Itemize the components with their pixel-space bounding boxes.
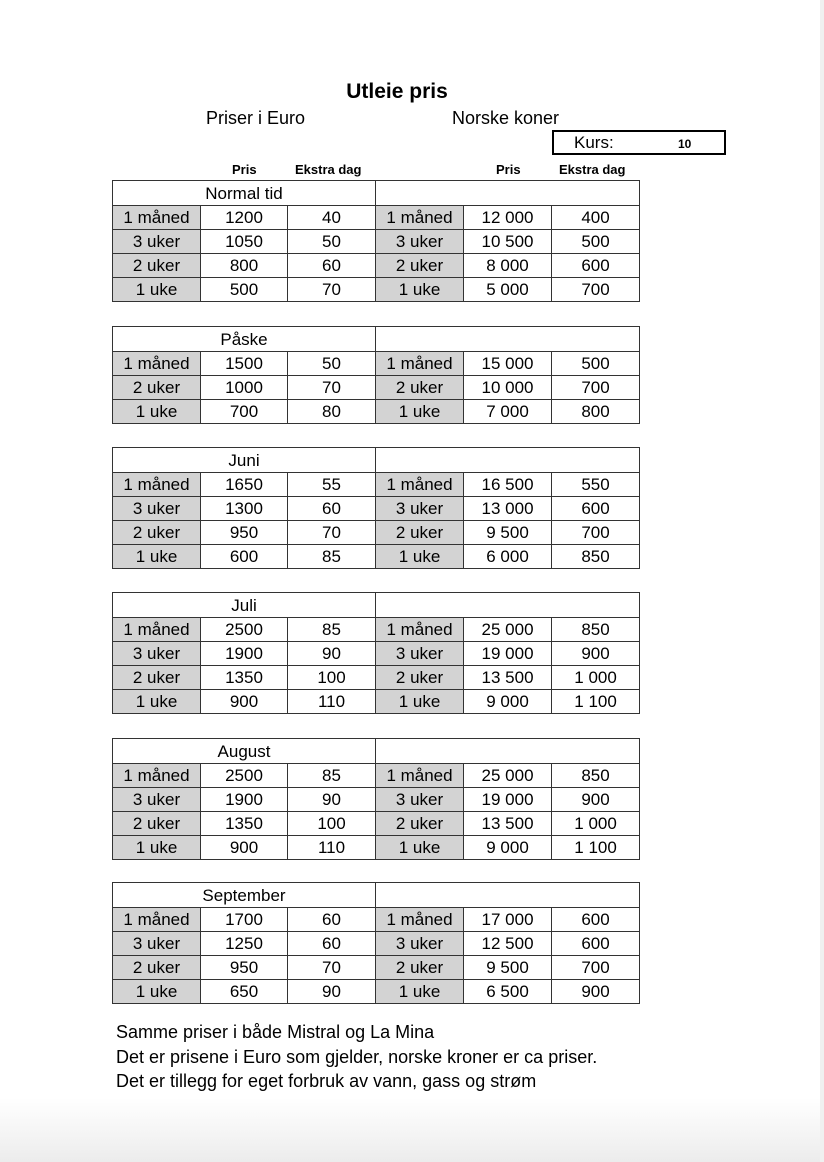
- period-label-euro: 2 uker: [113, 521, 201, 545]
- nok-price: 10 000: [464, 376, 552, 400]
- euro-extra-day: 70: [288, 278, 376, 302]
- price-block: [112, 326, 639, 424]
- season-header-row: [113, 181, 640, 206]
- table-row: [113, 254, 640, 278]
- euro-price: 1500: [201, 352, 288, 376]
- nok-extra-day: 600: [552, 254, 640, 278]
- euro-price: 500: [201, 278, 288, 302]
- season-header-blank: [376, 739, 640, 764]
- period-label-euro: 3 uker: [113, 230, 201, 254]
- period-label-euro: 1 måned: [113, 908, 201, 932]
- period-label-nok: 1 måned: [376, 764, 464, 788]
- euro-extra-day: 110: [288, 836, 376, 860]
- page-title: Utleie pris: [346, 80, 448, 103]
- page-right-edge: [820, 0, 824, 1162]
- notes: [116, 1020, 597, 1094]
- season-header-row: [113, 739, 640, 764]
- period-label-nok: 1 uke: [376, 545, 464, 569]
- price-table: [112, 738, 640, 860]
- euro-extra-day: 40: [288, 206, 376, 230]
- period-label-nok: 2 uker: [376, 521, 464, 545]
- table-row: [113, 690, 640, 714]
- euro-price: 800: [201, 254, 288, 278]
- nok-extra-day: 600: [552, 497, 640, 521]
- nok-price: 8 000: [464, 254, 552, 278]
- table-row: [113, 642, 640, 666]
- nok-price: 12 500: [464, 932, 552, 956]
- season-name: Normal tid: [113, 181, 376, 206]
- nok-price: 6 500: [464, 980, 552, 1004]
- table-row: [113, 278, 640, 302]
- table-row: [113, 473, 640, 497]
- table-row: [113, 352, 640, 376]
- euro-price: 1350: [201, 812, 288, 836]
- period-label-nok: 3 uker: [376, 497, 464, 521]
- price-block: [112, 738, 639, 860]
- season-header-row: [113, 327, 640, 352]
- period-label-euro: 1 måned: [113, 473, 201, 497]
- period-label-nok: 1 uke: [376, 278, 464, 302]
- period-label-euro: 1 uke: [113, 545, 201, 569]
- euro-price: 1650: [201, 473, 288, 497]
- nok-price: 9 500: [464, 956, 552, 980]
- season-header-blank: [376, 593, 640, 618]
- nok-extra-day: 600: [552, 908, 640, 932]
- column-header-euro-extra: Ekstra dag: [295, 162, 362, 177]
- season-header-row: [113, 448, 640, 473]
- nok-price: 25 000: [464, 618, 552, 642]
- period-label-nok: 2 uker: [376, 956, 464, 980]
- euro-price: 700: [201, 400, 288, 424]
- euro-price: 2500: [201, 764, 288, 788]
- nok-extra-day: 850: [552, 618, 640, 642]
- nok-price: 12 000: [464, 206, 552, 230]
- nok-extra-day: 900: [552, 642, 640, 666]
- euro-extra-day: 110: [288, 690, 376, 714]
- euro-extra-day: 60: [288, 254, 376, 278]
- nok-extra-day: 1 100: [552, 836, 640, 860]
- period-label-euro: 2 uker: [113, 254, 201, 278]
- euro-extra-day: 70: [288, 376, 376, 400]
- price-table: [112, 882, 640, 1004]
- euro-price: 1050: [201, 230, 288, 254]
- nok-extra-day: 700: [552, 278, 640, 302]
- table-row: [113, 980, 640, 1004]
- period-label-euro: 3 uker: [113, 497, 201, 521]
- exchange-rate-box: [552, 130, 726, 155]
- season-header-row: [113, 883, 640, 908]
- euro-extra-day: 60: [288, 932, 376, 956]
- nok-price: 13 500: [464, 812, 552, 836]
- period-label-nok: 3 uker: [376, 642, 464, 666]
- subtitle-euro: Priser i Euro: [206, 108, 306, 128]
- period-label-nok: 2 uker: [376, 812, 464, 836]
- euro-extra-day: 90: [288, 788, 376, 812]
- period-label-euro: 1 uke: [113, 836, 201, 860]
- nok-extra-day: 1 000: [552, 666, 640, 690]
- nok-extra-day: 400: [552, 206, 640, 230]
- table-row: [113, 400, 640, 424]
- price-table: [112, 592, 640, 714]
- period-label-nok: 2 uker: [376, 254, 464, 278]
- table-row: [113, 618, 640, 642]
- nok-price: 25 000: [464, 764, 552, 788]
- price-table: [112, 326, 640, 424]
- nok-price: 16 500: [464, 473, 552, 497]
- nok-price: 15 000: [464, 352, 552, 376]
- season-header-row: [113, 593, 640, 618]
- note-line: Det er prisene i Euro som gjelder, norske kroner er ca priser.: [116, 1046, 598, 1067]
- period-label-euro: 1 uke: [113, 400, 201, 424]
- table-row: [113, 932, 640, 956]
- period-label-euro: 3 uker: [113, 932, 201, 956]
- season-header-blank: [376, 327, 640, 352]
- nok-extra-day: 500: [552, 352, 640, 376]
- euro-extra-day: 70: [288, 521, 376, 545]
- euro-price: 1300: [201, 497, 288, 521]
- euro-price: 1900: [201, 788, 288, 812]
- euro-extra-day: 55: [288, 473, 376, 497]
- nok-extra-day: 600: [552, 932, 640, 956]
- note-line: Det er tillegg for eget forbruk av vann, gass og strøm: [116, 1071, 537, 1091]
- euro-extra-day: 80: [288, 400, 376, 424]
- season-header-blank: [376, 448, 640, 473]
- period-label-nok: 3 uker: [376, 932, 464, 956]
- nok-price: 7 000: [464, 400, 552, 424]
- period-label-euro: 3 uker: [113, 788, 201, 812]
- nok-price: 9 500: [464, 521, 552, 545]
- nok-extra-day: 1 000: [552, 812, 640, 836]
- season-name: Påske: [113, 327, 376, 352]
- nok-extra-day: 700: [552, 376, 640, 400]
- table-row: [113, 908, 640, 932]
- euro-price: 900: [201, 690, 288, 714]
- price-block: [112, 882, 639, 1004]
- season-name: September: [113, 883, 376, 908]
- euro-extra-day: 50: [288, 352, 376, 376]
- period-label-nok: 1 uke: [376, 690, 464, 714]
- period-label-nok: 1 uke: [376, 980, 464, 1004]
- period-label-nok: 1 måned: [376, 473, 464, 497]
- table-row: [113, 497, 640, 521]
- period-label-nok: 1 måned: [376, 352, 464, 376]
- note-line: Samme priser i både Mistral og La Mina: [116, 1022, 435, 1042]
- price-table: [112, 447, 640, 569]
- nok-price: 9 000: [464, 690, 552, 714]
- euro-price: 1250: [201, 932, 288, 956]
- nok-price: 17 000: [464, 908, 552, 932]
- euro-extra-day: 50: [288, 230, 376, 254]
- table-row: [113, 376, 640, 400]
- euro-extra-day: 90: [288, 980, 376, 1004]
- euro-price: 1200: [201, 206, 288, 230]
- period-label-euro: 1 måned: [113, 618, 201, 642]
- euro-extra-day: 85: [288, 618, 376, 642]
- euro-price: 2500: [201, 618, 288, 642]
- nok-extra-day: 700: [552, 956, 640, 980]
- period-label-nok: 1 måned: [376, 618, 464, 642]
- euro-extra-day: 60: [288, 908, 376, 932]
- euro-price: 1000: [201, 376, 288, 400]
- euro-extra-day: 60: [288, 497, 376, 521]
- price-table: [112, 180, 640, 302]
- period-label-euro: 3 uker: [113, 642, 201, 666]
- period-label-euro: 2 uker: [113, 666, 201, 690]
- table-row: [113, 788, 640, 812]
- period-label-euro: 1 uke: [113, 278, 201, 302]
- period-label-euro: 1 måned: [113, 764, 201, 788]
- euro-price: 950: [201, 956, 288, 980]
- nok-extra-day: 900: [552, 980, 640, 1004]
- period-label-euro: 2 uker: [113, 812, 201, 836]
- page-bottom-shadow: [0, 1098, 824, 1162]
- period-label-euro: 1 uke: [113, 690, 201, 714]
- table-row: [113, 812, 640, 836]
- euro-extra-day: 100: [288, 812, 376, 836]
- table-row: [113, 956, 640, 980]
- price-block: [112, 180, 639, 302]
- table-row: [113, 764, 640, 788]
- nok-price: 9 000: [464, 836, 552, 860]
- euro-extra-day: 85: [288, 545, 376, 569]
- nok-extra-day: 800: [552, 400, 640, 424]
- price-block: [112, 592, 639, 714]
- euro-price: 1350: [201, 666, 288, 690]
- period-label-nok: 1 uke: [376, 836, 464, 860]
- period-label-euro: 1 måned: [113, 206, 201, 230]
- euro-extra-day: 100: [288, 666, 376, 690]
- nok-price: 19 000: [464, 788, 552, 812]
- euro-extra-day: 70: [288, 956, 376, 980]
- nok-price: 5 000: [464, 278, 552, 302]
- period-label-nok: 2 uker: [376, 376, 464, 400]
- period-label-nok: 3 uker: [376, 788, 464, 812]
- season-name: August: [113, 739, 376, 764]
- period-label-euro: 1 uke: [113, 980, 201, 1004]
- period-label-euro: 2 uker: [113, 956, 201, 980]
- season-header-blank: [376, 181, 640, 206]
- nok-price: 6 000: [464, 545, 552, 569]
- nok-price: 10 500: [464, 230, 552, 254]
- season-name: Juli: [113, 593, 376, 618]
- nok-price: 13 500: [464, 666, 552, 690]
- period-label-nok: 1 måned: [376, 206, 464, 230]
- column-header-euro-price: Pris: [232, 162, 257, 177]
- nok-extra-day: 500: [552, 230, 640, 254]
- table-row: [113, 521, 640, 545]
- table-row: [113, 206, 640, 230]
- column-header-nok-price: Pris: [496, 162, 521, 177]
- euro-price: 900: [201, 836, 288, 860]
- table-row: [113, 545, 640, 569]
- nok-price: 19 000: [464, 642, 552, 666]
- nok-extra-day: 900: [552, 788, 640, 812]
- euro-price: 650: [201, 980, 288, 1004]
- season-name: Juni: [113, 448, 376, 473]
- euro-price: 1900: [201, 642, 288, 666]
- euro-price: 600: [201, 545, 288, 569]
- period-label-nok: 3 uker: [376, 230, 464, 254]
- season-header-blank: [376, 883, 640, 908]
- exchange-rate-value: 10: [678, 137, 692, 151]
- nok-price: 13 000: [464, 497, 552, 521]
- price-block: [112, 447, 639, 569]
- euro-extra-day: 85: [288, 764, 376, 788]
- exchange-rate-label: Kurs:: [574, 133, 614, 152]
- nok-extra-day: 850: [552, 764, 640, 788]
- euro-extra-day: 90: [288, 642, 376, 666]
- table-row: [113, 666, 640, 690]
- period-label-nok: 1 måned: [376, 908, 464, 932]
- period-label-euro: 1 måned: [113, 352, 201, 376]
- period-label-nok: 1 uke: [376, 400, 464, 424]
- table-row: [113, 836, 640, 860]
- nok-extra-day: 850: [552, 545, 640, 569]
- nok-extra-day: 700: [552, 521, 640, 545]
- euro-price: 1700: [201, 908, 288, 932]
- subtitle-nok: Norske koner: [452, 108, 560, 128]
- nok-extra-day: 1 100: [552, 690, 640, 714]
- period-label-nok: 2 uker: [376, 666, 464, 690]
- nok-extra-day: 550: [552, 473, 640, 497]
- euro-price: 950: [201, 521, 288, 545]
- period-label-euro: 2 uker: [113, 376, 201, 400]
- column-header-nok-extra: Ekstra dag: [559, 162, 626, 177]
- table-row: [113, 230, 640, 254]
